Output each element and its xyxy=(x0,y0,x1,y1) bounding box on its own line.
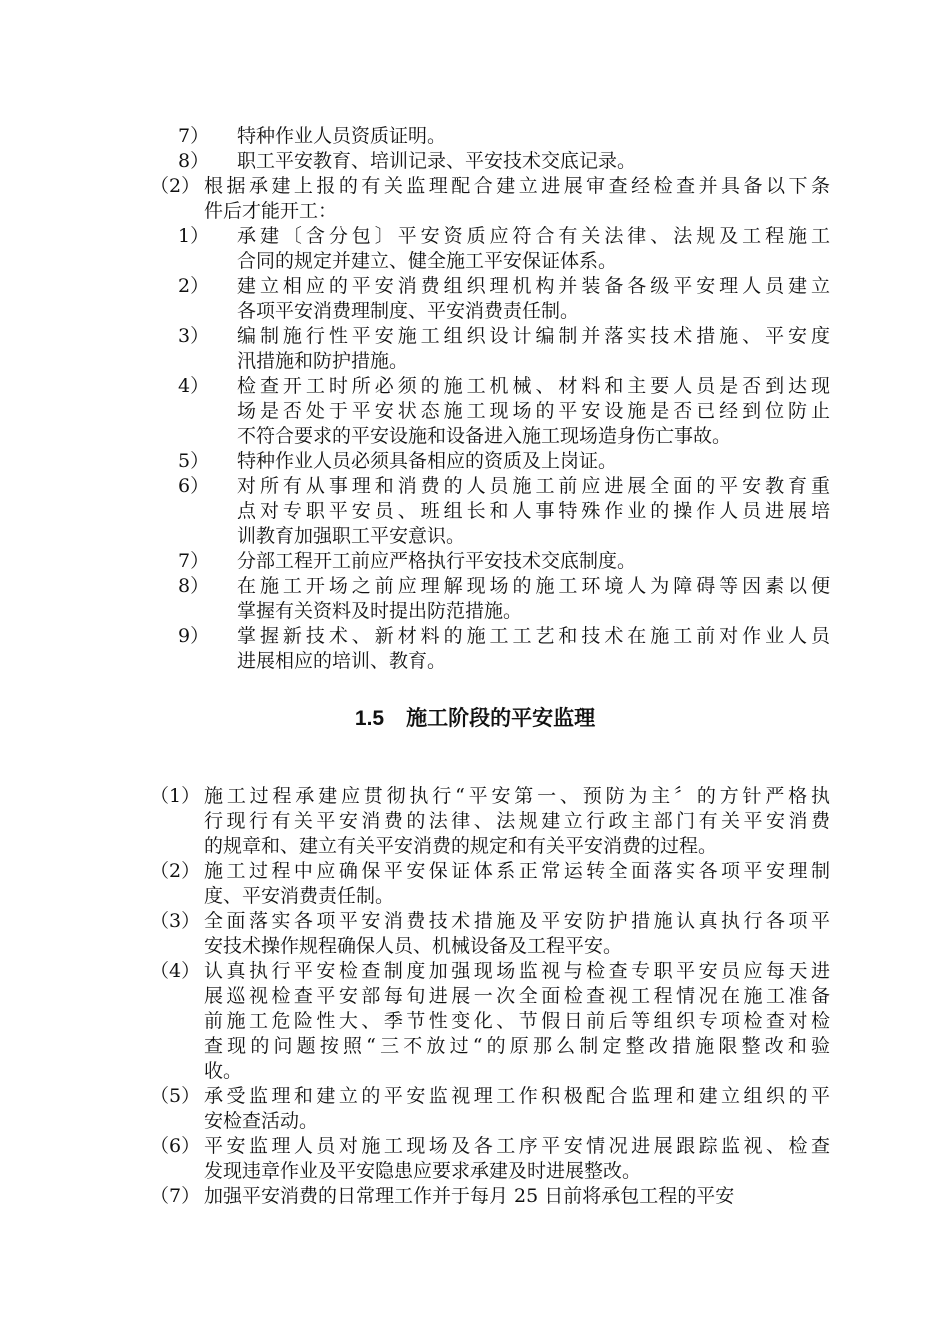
section-title: 施工阶段的平安监理 xyxy=(406,707,596,730)
list-c-item-text-line: 查现的问题按照“三不放过“的原那么制定整改措施限整改和验 xyxy=(204,1035,830,1057)
list-b-item-text-line: 建立相应的平安消费组织理机构并装备各级平安理人员建立 xyxy=(237,275,830,297)
list-b-item-number: 5） xyxy=(178,450,210,472)
list-c-item-text-line: 认真执行平安检查制度加强现场监视与检查专职平安员应每天进 xyxy=(204,960,830,982)
list-b-item-number: 4） xyxy=(178,375,210,397)
list-b-item-text-line: 进展相应的培训、教育。 xyxy=(237,650,447,672)
list-c-item-text-line: 承受监理和建立的平安监视理工作积极配合监理和建立组织的平 xyxy=(204,1085,830,1107)
list-b-item-text-line: 各项平安消费理制度、平安消费责任制。 xyxy=(237,300,580,322)
section-2-number: （2） xyxy=(150,175,201,197)
list-c-item-number: （6） xyxy=(150,1135,201,1157)
list-c-item-text-line: 前施工危险性大、季节性变化、节假日前后等组织专项检查对检 xyxy=(204,1010,830,1032)
list-c-item-number: （4） xyxy=(150,960,201,982)
list-c-item-number: （7） xyxy=(150,1185,201,1207)
list-b-item-text-line: 不符合要求的平安设施和设备进入施工现场造身伤亡事故。 xyxy=(237,425,732,447)
list-b-item-text-line: 汛措施和防护措施。 xyxy=(237,350,409,372)
list-b-item-text-line: 掌握新技术、新材料的施工工艺和技术在施工前对作业人员 xyxy=(237,625,830,647)
list-c-item-text-line: 的规章和、建立有关平安消费的规定和有关平安消费的过程。 xyxy=(204,835,718,857)
list-b-item-number: 8） xyxy=(178,575,210,597)
list-c-item-text-line: 施工过程中应确保平安保证体系正常运转全面落实各项平安理制 xyxy=(204,860,830,882)
list-c-item-text-line: 施工过程承建应贯彻执行“平安第一、预防为主〞的方针严格执 xyxy=(204,785,830,807)
list-b-item-number: 3） xyxy=(178,325,210,347)
list-b-item-number: 2） xyxy=(178,275,210,297)
section-number: 1.5 xyxy=(354,707,385,730)
list-a-item-text-line: 职工平安教育、培训记录、平安技术交底记录。 xyxy=(237,150,637,172)
list-c-item-text-line: 安技术操作规程确保人员、机械设备及工程平安。 xyxy=(204,935,623,957)
list-c-item-text-line: 加强平安消费的日常理工作并于每月 25 日前将承包工程的平安 xyxy=(204,1185,735,1207)
list-a-item-text-line: 特种作业人员资质证明。 xyxy=(237,125,447,147)
list-c-item-text-line: 行现行有关平安消费的法律、法规建立行政主部门有关平安消费 xyxy=(204,810,830,832)
list-c-item-number: （1） xyxy=(150,785,201,807)
section-2-text-line: 件后才能开工： xyxy=(204,200,338,222)
section-heading xyxy=(0,704,950,734)
list-b-item-number: 7） xyxy=(178,550,210,572)
list-c-item-text-line: 全面落实各项平安消费技术措施及平安防护措施认真执行各项平 xyxy=(204,910,830,932)
list-b-item-text-line: 训教育加强职工平安意识。 xyxy=(237,525,466,547)
list-c-item-text-line: 收。 xyxy=(204,1060,243,1082)
list-c-item-text-line: 发现违章作业及平安隐患应要求承建及时进展整改。 xyxy=(204,1160,642,1182)
list-c-item-number: （2） xyxy=(150,860,201,882)
list-a-item-number: 8） xyxy=(178,150,210,172)
list-b-item-text-line: 编制施行性平安施工组织设计编制并落实技术措施、平安度 xyxy=(237,325,830,347)
list-b-item-number: 1） xyxy=(178,225,210,247)
list-b-item-text-line: 场是否处于平安状态施工现场的平安设施是否已经到位防止 xyxy=(237,400,830,422)
list-c-item-text-line: 平安监理人员对施工现场及各工序平安情况进展跟踪监视、检查 xyxy=(204,1135,830,1157)
list-b-item-text-line: 承建〔含分包〕平安资质应符合有关法律、法规及工程施工 xyxy=(237,225,830,247)
list-b-item-text-line: 检查开工时所必须的施工机械、材料和主要人员是否到达现 xyxy=(237,375,830,397)
list-b-item-text-line: 点对专职平安员、班组长和人事特殊作业的操作人员进展培 xyxy=(237,500,830,522)
list-b-item-text-line: 对所有从事理和消费的人员施工前应进展全面的平安教育重 xyxy=(237,475,830,497)
list-b-item-text-line: 特种作业人员必须具备相应的资质及上岗证。 xyxy=(237,450,618,472)
list-c-item-number: （5） xyxy=(150,1085,201,1107)
list-b-item-number: 6） xyxy=(178,475,210,497)
list-b-item-text-line: 掌握有关资料及时提出防范措施。 xyxy=(237,600,523,622)
list-b-item-text-line: 分部工程开工前应严格执行平安技术交底制度。 xyxy=(237,550,637,572)
list-c-item-text-line: 度、平安消费责任制。 xyxy=(204,885,395,907)
section-2-text-line: 根据承建上报的有关监理配合建立进展审查经检查并具备以下条 xyxy=(204,175,830,197)
list-b-item-number: 9） xyxy=(178,625,210,647)
list-c-item-text-line: 安检查活动。 xyxy=(204,1110,319,1132)
list-c-item-number: （3） xyxy=(150,910,201,932)
list-a-item-number: 7） xyxy=(178,125,210,147)
list-b-item-text-line: 合同的规定并建立、健全施工平安保证体系。 xyxy=(237,250,618,272)
list-c-item-text-line: 展巡视检查平安部每旬进展一次全面检查视工程情况在施工准备 xyxy=(204,985,830,1007)
list-b-item-text-line: 在施工开场之前应理解现场的施工环境人为障碍等因素以便 xyxy=(237,575,830,597)
